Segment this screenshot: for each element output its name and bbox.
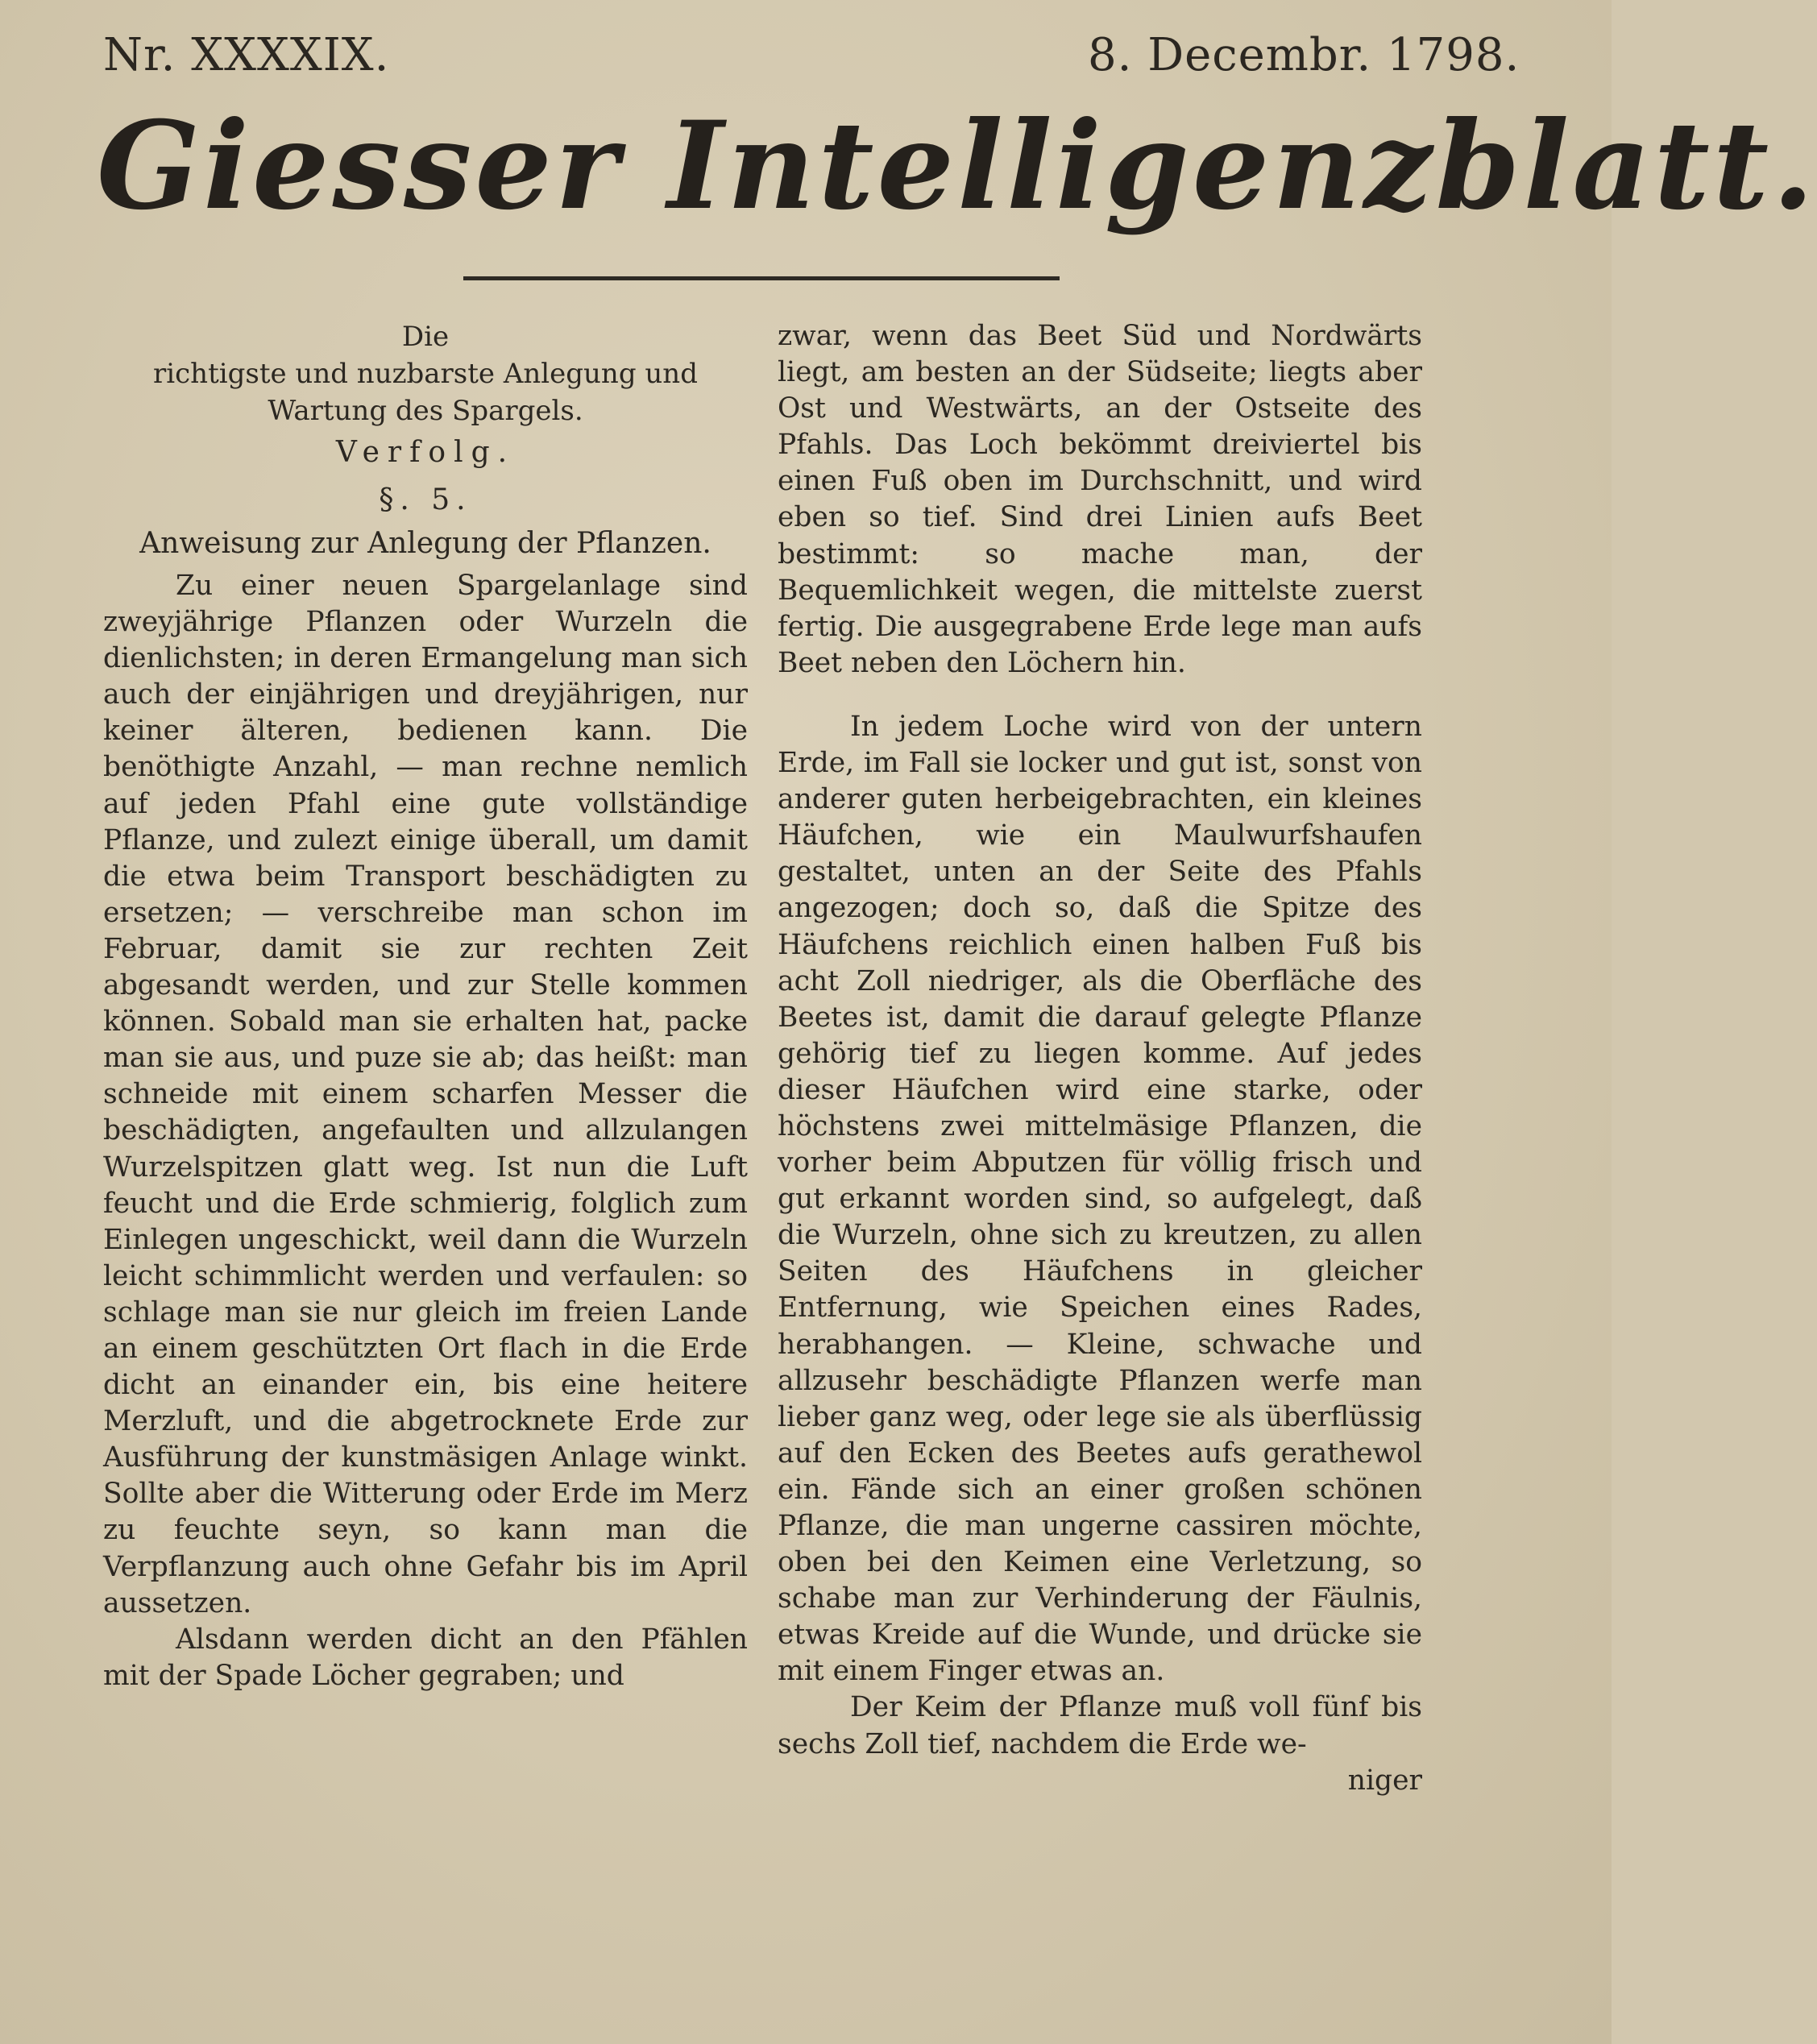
paragraph: Zu einer neuen Spargelanlage sind zweyjährige Pflanzen oder Wurzeln die dienlichsten; in deren Ermangelung man sich auch der einjährigen und dreyjährigen, nur keiner älteren, bedienen kann. Die benöthigte Anzahl, — man rechne nemlich auf jeden Pfahl eine gute vollständige Pflanze, und zulezt einige überall, um damit die etwa beim Transport beschädigten zu ersetzen; — verschreibe man schon im Februar, damit sie zur rechten Zeit abgesandt werden, und zur Stelle kommen können. Sobald man sie erhalten hat, packe man sie aus, und puze sie ab; das heißt: man schneide mit einem scharfen Messer die beschädigten, angefaulten und allzulangen Wurzelspitzen glatt weg. Ist nun die Luft feucht und die Erde schmierig, folglich zum Einlegen ungeschickt, weil dann die Wurzeln leicht schimmlicht werden und verfaulen: so schlage man sie nur gleich im freien Lande an einem geschützten Ort flach in die Erde dicht an einander ein, bis eine heitere Merzluft, und die abgetrocknete Erde zur Ausführung der kunstmäsigen Anlage winkt. Sollte aber die Witterung oder Erde im Merz zu feuchte seyn, so kann man die Verpflanzung auch ohne Gefahr bis im April aussetzen. [103,570,748,1619]
continued-label: Verfolg. [335,436,516,469]
issue-date: 8. Decembr. 1798. [1088,29,1520,81]
paragraph: zwar, wenn das Beet Süd und Nordwärts liegt, am besten an der Südseite; liegts aber Ost und Westwärts, an der Ostseite des Pfahls. Das Loch bekömmt dreiviertel bis einen Fuß oben im Durchschnitt, und wird eben so tief. Sind drei Linien aufs Beet bestimmt: so mache man, der Bequemlichkeit wegen, die mittelste zuerst fertig. Die ausgegrabene Erde lege man aufs Beet neben den Löchern hin. [778,320,1422,679]
section-subheading: Anweisung zur Anlegung der Pflanzen. [139,527,711,560]
paragraph: In jedem Loche wird von der untern Erde, im Fall sie locker und gut ist, sonst von anderer guten herbeigebrachten, ein kleines Häufchen, wie ein Maulwurfshaufen gestaltet, unten an der Seite des Pfahls angezogen; doch so, daß die Spitze des Häufchens reichlich einen halben Fuß bis acht Zoll niedriger, als die Oberfläche des Beetes ist, damit die darauf gelegte Pflanze gehörig tief zu liegen komme. Auf jedes dieser Häufchen wird eine starke, oder höchstens zwei mittelmäsige Pflanzen, die vorher beim Abputzen für völlig frisch und gut erkannt worden sind, so aufgelegt, daß die Wurzeln, ohne sich zu kreutzen, zu allen Seiten des Häufchens in gleicher Entfernung, wie Speichen eines Rades, herabhangen. — Kleine, schwache und allzusehr beschädigte Pflanzen werfe man lieber ganz weg, oder lege sie als überflüssig auf den Ecken des Beetes aufs gerathewol ein. Fände sich an einer großen schönen Pflanze, die man ungerne cassiren möchte, oben bei den Keimen eine Verletzung, so schabe man zur Verhinderung der Fäulnis, etwas Kreide auf die Wunde, und drücke sie mit einem Finger etwas an. [778,710,1422,1688]
issue-number: Nr. XXXXIX. [103,29,390,81]
article-heading: richtigste und nuzbarste Anlegung und Wartung des Spargels. [153,358,698,427]
catchword: niger [1347,1764,1422,1797]
right-column [778,318,1422,1799]
left-column [103,318,748,1694]
title-rule [463,276,1060,280]
paragraph: Alsdann werden dicht an den Pfählen mit der Spade Löcher gegraben; und [103,1623,748,1692]
paragraph: Der Keim der Pflanze muß voll fünf bis sechs Zoll tief, nachdem die Erde we- [778,1691,1422,1760]
section-number: §. 5. [379,483,472,516]
article-heading-die: Die [401,321,450,353]
newspaper-title: Giesser Intelligenzblatt. [97,95,1817,237]
